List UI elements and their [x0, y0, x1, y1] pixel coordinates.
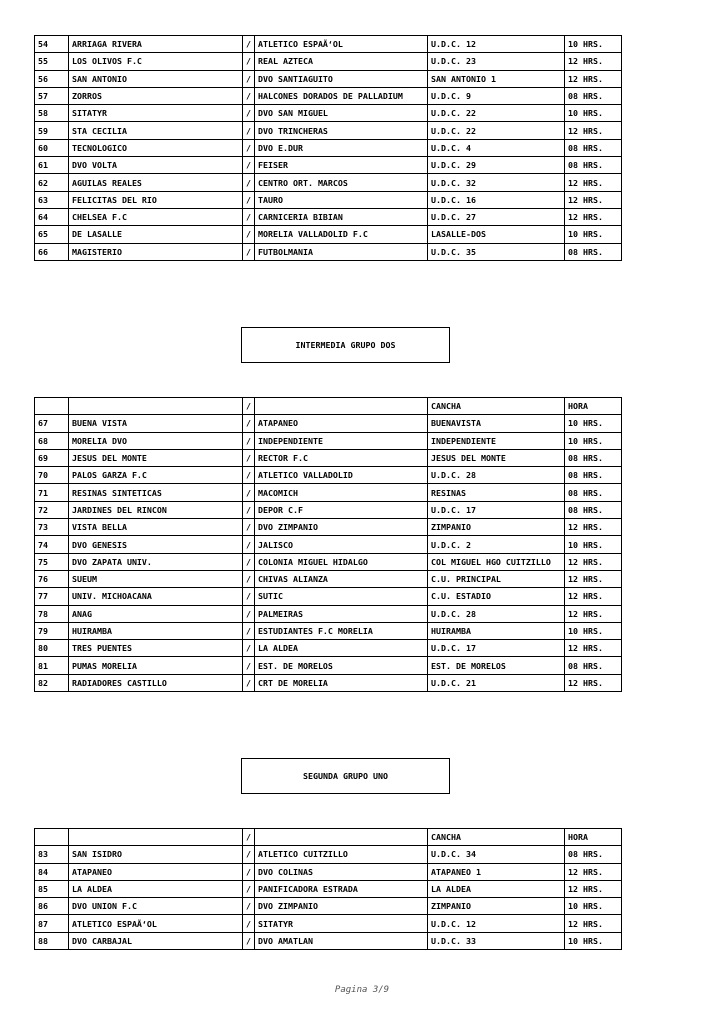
match-number-cell: 73	[35, 519, 69, 536]
table-row	[35, 863, 622, 880]
separator-cell: /	[243, 226, 255, 243]
home-team-cell: RADIADORES CASTILLO	[69, 674, 243, 691]
away-team-cell: DVO ZIMPANIO	[255, 898, 428, 915]
table-row	[35, 501, 622, 518]
separator-cell: /	[243, 157, 255, 174]
separator-cell: /	[243, 432, 255, 449]
time-cell: 12 HRS.	[565, 70, 622, 87]
header-field-cell: CANCHA	[428, 829, 565, 846]
match-number-cell: 83	[35, 846, 69, 863]
away-team-cell: REAL AZTECA	[255, 53, 428, 70]
field-cell: U.D.C. 27	[428, 208, 565, 225]
table-row	[35, 880, 622, 897]
field-cell: U.D.C. 28	[428, 605, 565, 622]
separator-cell: /	[243, 657, 255, 674]
separator-cell: /	[243, 932, 255, 949]
field-cell: U.D.C. 35	[428, 243, 565, 260]
separator-cell: /	[243, 898, 255, 915]
match-number-cell: 88	[35, 932, 69, 949]
table-row	[35, 87, 622, 104]
separator-cell: /	[243, 53, 255, 70]
separator-cell: /	[243, 588, 255, 605]
home-team-cell: SITATYR	[69, 105, 243, 122]
field-cell: EST. DE MORELOS	[428, 657, 565, 674]
match-number-cell: 71	[35, 484, 69, 501]
time-cell: 08 HRS.	[565, 449, 622, 466]
away-team-cell: CHIVAS ALIANZA	[255, 570, 428, 587]
header-separator-cell: /	[243, 829, 255, 846]
field-cell: U.D.C. 9	[428, 87, 565, 104]
field-cell: U.D.C. 23	[428, 53, 565, 70]
home-team-cell: LOS OLIVOS F.C	[69, 53, 243, 70]
field-cell: U.D.C. 16	[428, 191, 565, 208]
away-team-cell: DVO SAN MIGUEL	[255, 105, 428, 122]
header-home-team-cell	[69, 398, 243, 415]
table-row	[35, 605, 622, 622]
match-number-cell: 87	[35, 915, 69, 932]
home-team-cell: ATLETICO ESPAÃ‘OL	[69, 915, 243, 932]
match-number-cell: 80	[35, 640, 69, 657]
home-team-cell: RESINAS SINTETICAS	[69, 484, 243, 501]
header-time-cell: HORA	[565, 829, 622, 846]
away-team-cell: MORELIA VALLADOLID F.C	[255, 226, 428, 243]
away-team-cell: LA ALDEA	[255, 640, 428, 657]
match-number-cell: 56	[35, 70, 69, 87]
separator-cell: /	[243, 174, 255, 191]
home-team-cell: LA ALDEA	[69, 880, 243, 897]
home-team-cell: PALOS GARZA F.C	[69, 467, 243, 484]
away-team-cell: DVO ZIMPANIO	[255, 519, 428, 536]
time-cell: 10 HRS.	[565, 36, 622, 53]
away-team-cell: CENTRO ORT. MARCOS	[255, 174, 428, 191]
separator-cell: /	[243, 208, 255, 225]
time-cell: 12 HRS.	[565, 640, 622, 657]
schedule-table-1	[34, 35, 622, 261]
match-number-cell: 62	[35, 174, 69, 191]
home-team-cell: CHELSEA F.C	[69, 208, 243, 225]
field-cell: U.D.C. 17	[428, 640, 565, 657]
time-cell: 08 HRS.	[565, 87, 622, 104]
time-cell: 12 HRS.	[565, 191, 622, 208]
time-cell: 08 HRS.	[565, 501, 622, 518]
time-cell: 10 HRS.	[565, 415, 622, 432]
time-cell: 10 HRS.	[565, 536, 622, 553]
home-team-cell: FELICITAS DEL RIO	[69, 191, 243, 208]
header-away-team-cell	[255, 829, 428, 846]
field-cell: U.D.C. 29	[428, 157, 565, 174]
separator-cell: /	[243, 87, 255, 104]
header-separator-cell: /	[243, 398, 255, 415]
separator-cell: /	[243, 536, 255, 553]
field-cell: SAN ANTONIO 1	[428, 70, 565, 87]
separator-cell: /	[243, 415, 255, 432]
table-header-row	[35, 398, 622, 415]
section-title-segunda-grupo-uno: SEGUNDA GRUPO UNO	[241, 758, 450, 794]
field-cell: ZIMPANIO	[428, 898, 565, 915]
time-cell: 12 HRS.	[565, 570, 622, 587]
schedule-table-2	[34, 397, 622, 692]
table-row	[35, 157, 622, 174]
match-number-cell: 74	[35, 536, 69, 553]
table-row	[35, 570, 622, 587]
field-cell: U.D.C. 22	[428, 105, 565, 122]
header-match-number-cell	[35, 829, 69, 846]
table-row	[35, 915, 622, 932]
home-team-cell: ANAG	[69, 605, 243, 622]
field-cell: LA ALDEA	[428, 880, 565, 897]
schedule-table-3	[34, 828, 622, 950]
away-team-cell: TAURO	[255, 191, 428, 208]
table-row	[35, 657, 622, 674]
away-team-cell: FEISER	[255, 157, 428, 174]
match-number-cell: 54	[35, 36, 69, 53]
separator-cell: /	[243, 570, 255, 587]
field-cell: U.D.C. 4	[428, 139, 565, 156]
time-cell: 12 HRS.	[565, 122, 622, 139]
away-team-cell: DVO TRINCHERAS	[255, 122, 428, 139]
time-cell: 12 HRS.	[565, 553, 622, 570]
home-team-cell: UNIV. MICHOACANA	[69, 588, 243, 605]
table-row	[35, 519, 622, 536]
separator-cell: /	[243, 553, 255, 570]
match-number-cell: 82	[35, 674, 69, 691]
time-cell: 12 HRS.	[565, 880, 622, 897]
header-field-cell: CANCHA	[428, 398, 565, 415]
table-row	[35, 226, 622, 243]
home-team-cell: BUENA VISTA	[69, 415, 243, 432]
match-number-cell: 61	[35, 157, 69, 174]
away-team-cell: DVO COLINAS	[255, 863, 428, 880]
separator-cell: /	[243, 122, 255, 139]
away-team-cell: FUTBOLMANIA	[255, 243, 428, 260]
time-cell: 10 HRS.	[565, 622, 622, 639]
table-header-row	[35, 829, 622, 846]
field-cell: C.U. ESTADIO	[428, 588, 565, 605]
match-number-cell: 58	[35, 105, 69, 122]
home-team-cell: ARRIAGA RIVERA	[69, 36, 243, 53]
away-team-cell: DVO AMATLAN	[255, 932, 428, 949]
field-cell: U.D.C. 17	[428, 501, 565, 518]
match-number-cell: 75	[35, 553, 69, 570]
home-team-cell: SAN ISIDRO	[69, 846, 243, 863]
home-team-cell: HUIRAMBA	[69, 622, 243, 639]
table-row	[35, 622, 622, 639]
home-team-cell: AGUILAS REALES	[69, 174, 243, 191]
match-number-cell: 70	[35, 467, 69, 484]
header-away-team-cell	[255, 398, 428, 415]
table-row	[35, 484, 622, 501]
field-cell: U.D.C. 28	[428, 467, 565, 484]
time-cell: 08 HRS.	[565, 846, 622, 863]
time-cell: 08 HRS.	[565, 157, 622, 174]
field-cell: COL MIGUEL HGO CUITZILLO	[428, 553, 565, 570]
table-row	[35, 139, 622, 156]
table-row	[35, 174, 622, 191]
home-team-cell: JARDINES DEL RINCON	[69, 501, 243, 518]
field-cell: C.U. PRINCIPAL	[428, 570, 565, 587]
time-cell: 12 HRS.	[565, 588, 622, 605]
away-team-cell: DVO E.DUR	[255, 139, 428, 156]
away-team-cell: DEPOR C.F	[255, 501, 428, 518]
away-team-cell: ATLETICO VALLADOLID	[255, 467, 428, 484]
match-number-cell: 60	[35, 139, 69, 156]
table-row	[35, 932, 622, 949]
table-row	[35, 449, 622, 466]
separator-cell: /	[243, 105, 255, 122]
home-team-cell: TRES PUENTES	[69, 640, 243, 657]
time-cell: 10 HRS.	[565, 898, 622, 915]
home-team-cell: ATAPANEO	[69, 863, 243, 880]
field-cell: JESUS DEL MONTE	[428, 449, 565, 466]
match-number-cell: 69	[35, 449, 69, 466]
separator-cell: /	[243, 243, 255, 260]
table-row	[35, 208, 622, 225]
match-number-cell: 57	[35, 87, 69, 104]
home-team-cell: DE LASALLE	[69, 226, 243, 243]
home-team-cell: SUEUM	[69, 570, 243, 587]
home-team-cell: STA CECILIA	[69, 122, 243, 139]
time-cell: 12 HRS.	[565, 863, 622, 880]
time-cell: 10 HRS.	[565, 226, 622, 243]
home-team-cell: DVO ZAPATA UNIV.	[69, 553, 243, 570]
home-team-cell: DVO UNION F.C	[69, 898, 243, 915]
away-team-cell: PANIFICADORA ESTRADA	[255, 880, 428, 897]
table-row	[35, 53, 622, 70]
table-row	[35, 191, 622, 208]
separator-cell: /	[243, 467, 255, 484]
separator-cell: /	[243, 449, 255, 466]
away-team-cell: ATLETICO ESPAÃ‘OL	[255, 36, 428, 53]
match-number-cell: 78	[35, 605, 69, 622]
time-cell: 10 HRS.	[565, 432, 622, 449]
separator-cell: /	[243, 622, 255, 639]
away-team-cell: RECTOR F.C	[255, 449, 428, 466]
match-number-cell: 79	[35, 622, 69, 639]
field-cell: U.D.C. 34	[428, 846, 565, 863]
match-number-cell: 72	[35, 501, 69, 518]
home-team-cell: DVO VOLTA	[69, 157, 243, 174]
separator-cell: /	[243, 880, 255, 897]
field-cell: ZIMPANIO	[428, 519, 565, 536]
away-team-cell: CARNICERIA BIBIAN	[255, 208, 428, 225]
table-row	[35, 674, 622, 691]
match-number-cell: 68	[35, 432, 69, 449]
home-team-cell: PUMAS MORELIA	[69, 657, 243, 674]
separator-cell: /	[243, 501, 255, 518]
table-row	[35, 640, 622, 657]
separator-cell: /	[243, 915, 255, 932]
home-team-cell: TECNOLOGICO	[69, 139, 243, 156]
field-cell: U.D.C. 12	[428, 915, 565, 932]
separator-cell: /	[243, 70, 255, 87]
separator-cell: /	[243, 863, 255, 880]
away-team-cell: EST. DE MORELOS	[255, 657, 428, 674]
match-number-cell: 67	[35, 415, 69, 432]
field-cell: ATAPANEO 1	[428, 863, 565, 880]
table-row	[35, 415, 622, 432]
away-team-cell: CRT DE MORELIA	[255, 674, 428, 691]
table-row	[35, 553, 622, 570]
time-cell: 12 HRS.	[565, 519, 622, 536]
match-number-cell: 64	[35, 208, 69, 225]
time-cell: 12 HRS.	[565, 674, 622, 691]
page-footer: Pagina 3/9	[334, 985, 390, 995]
table-row	[35, 70, 622, 87]
time-cell: 12 HRS.	[565, 53, 622, 70]
field-cell: BUENAVISTA	[428, 415, 565, 432]
field-cell: U.D.C. 32	[428, 174, 565, 191]
away-team-cell: HALCONES DORADOS DE PALLADIUM	[255, 87, 428, 104]
away-team-cell: INDEPENDIENTE	[255, 432, 428, 449]
time-cell: 12 HRS.	[565, 915, 622, 932]
away-team-cell: PALMEIRAS	[255, 605, 428, 622]
table-row	[35, 467, 622, 484]
table-row	[35, 846, 622, 863]
match-number-cell: 77	[35, 588, 69, 605]
home-team-cell: SAN ANTONIO	[69, 70, 243, 87]
table-row	[35, 105, 622, 122]
match-number-cell: 55	[35, 53, 69, 70]
match-number-cell: 63	[35, 191, 69, 208]
time-cell: 10 HRS.	[565, 932, 622, 949]
match-number-cell: 76	[35, 570, 69, 587]
away-team-cell: ATAPANEO	[255, 415, 428, 432]
match-number-cell: 65	[35, 226, 69, 243]
header-time-cell: HORA	[565, 398, 622, 415]
home-team-cell: MORELIA DVO	[69, 432, 243, 449]
separator-cell: /	[243, 191, 255, 208]
match-number-cell: 59	[35, 122, 69, 139]
time-cell: 08 HRS.	[565, 657, 622, 674]
field-cell: INDEPENDIENTE	[428, 432, 565, 449]
away-team-cell: ESTUDIANTES F.C MORELIA	[255, 622, 428, 639]
header-home-team-cell	[69, 829, 243, 846]
match-number-cell: 84	[35, 863, 69, 880]
home-team-cell: DVO GENESIS	[69, 536, 243, 553]
table-row	[35, 243, 622, 260]
time-cell: 12 HRS.	[565, 174, 622, 191]
separator-cell: /	[243, 36, 255, 53]
away-team-cell: SITATYR	[255, 915, 428, 932]
away-team-cell: DVO SANTIAGUITO	[255, 70, 428, 87]
table-row	[35, 588, 622, 605]
time-cell: 08 HRS.	[565, 467, 622, 484]
table-row	[35, 36, 622, 53]
match-number-cell: 81	[35, 657, 69, 674]
separator-cell: /	[243, 605, 255, 622]
separator-cell: /	[243, 139, 255, 156]
table-row	[35, 122, 622, 139]
field-cell: U.D.C. 21	[428, 674, 565, 691]
table-row	[35, 432, 622, 449]
separator-cell: /	[243, 846, 255, 863]
home-team-cell: MAGISTERIO	[69, 243, 243, 260]
field-cell: U.D.C. 22	[428, 122, 565, 139]
home-team-cell: JESUS DEL MONTE	[69, 449, 243, 466]
header-match-number-cell	[35, 398, 69, 415]
separator-cell: /	[243, 674, 255, 691]
field-cell: U.D.C. 2	[428, 536, 565, 553]
field-cell: RESINAS	[428, 484, 565, 501]
home-team-cell: VISTA BELLA	[69, 519, 243, 536]
table-row	[35, 898, 622, 915]
section-title-intermedia-grupo-dos: INTERMEDIA GRUPO DOS	[241, 327, 450, 363]
table-row	[35, 536, 622, 553]
field-cell: U.D.C. 33	[428, 932, 565, 949]
time-cell: 12 HRS.	[565, 605, 622, 622]
away-team-cell: ATLETICO CUITZILLO	[255, 846, 428, 863]
separator-cell: /	[243, 484, 255, 501]
away-team-cell: COLONIA MIGUEL HIDALGO	[255, 553, 428, 570]
away-team-cell: JALISCO	[255, 536, 428, 553]
separator-cell: /	[243, 640, 255, 657]
home-team-cell: ZORROS	[69, 87, 243, 104]
match-number-cell: 85	[35, 880, 69, 897]
match-number-cell: 86	[35, 898, 69, 915]
separator-cell: /	[243, 519, 255, 536]
time-cell: 12 HRS.	[565, 208, 622, 225]
field-cell: HUIRAMBA	[428, 622, 565, 639]
away-team-cell: SUTIC	[255, 588, 428, 605]
time-cell: 08 HRS.	[565, 484, 622, 501]
time-cell: 08 HRS.	[565, 139, 622, 156]
home-team-cell: DVO CARBAJAL	[69, 932, 243, 949]
time-cell: 10 HRS.	[565, 105, 622, 122]
field-cell: U.D.C. 12	[428, 36, 565, 53]
field-cell: LASALLE-DOS	[428, 226, 565, 243]
match-number-cell: 66	[35, 243, 69, 260]
away-team-cell: MACOMICH	[255, 484, 428, 501]
time-cell: 08 HRS.	[565, 243, 622, 260]
